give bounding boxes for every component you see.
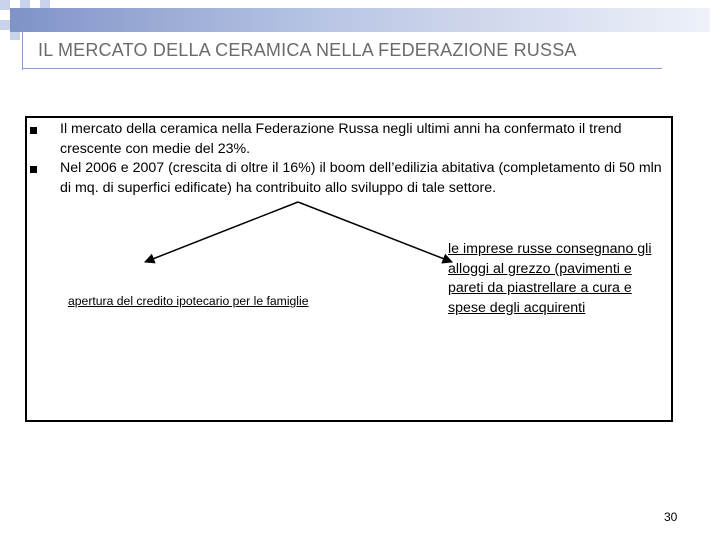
right-arrow: [298, 202, 452, 262]
left-note: apertura del credito ipotecario per le famiglie: [68, 294, 309, 308]
bullet-text: Nel 2006 e 2007 (crescita di oltre il 16%) il boom dell’edilizia abitativa (completamento di 50 mln di mq. di superfici edificate) ha contribuito allo sviluppo di tale settore.: [60, 160, 662, 196]
slide-title: IL MERCATO DELLA CERAMICA NELLA FEDERAZIONE RUSSA: [38, 40, 577, 60]
page-number: 30: [664, 510, 678, 524]
left-arrow: [145, 202, 298, 262]
right-note: le imprese russe consegnano gli alloggi al grezzo (pavimenti e pareti da piastrellare a cura e spese degli acquirenti: [448, 241, 652, 316]
bullet-text: Il mercato della ceramica nella Federazione Russa negli ultimi anni ha confermato il trend crescente con medie del 23%.: [60, 121, 622, 157]
